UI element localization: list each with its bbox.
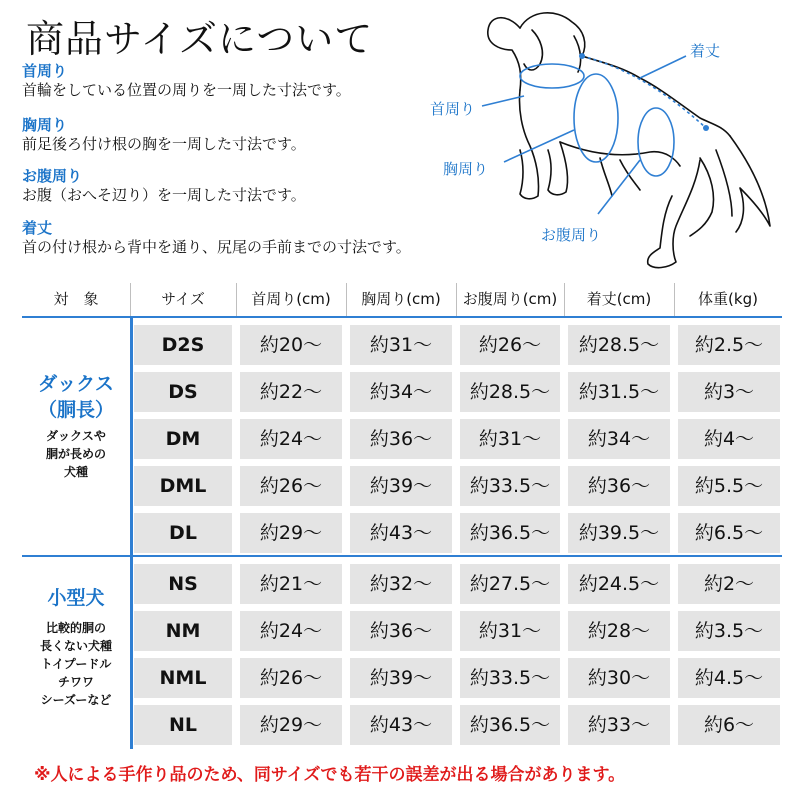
desc-chest-body: 前足後ろ付け根の胸を一周した寸法です。 (22, 135, 306, 153)
header-weight: 体重(kg) (698, 290, 758, 308)
cell-chest: 約39〜 (350, 658, 452, 698)
cell-neck: 約22〜 (240, 372, 342, 412)
group-dachshund-desc-2: 胴が長めの (45, 447, 106, 461)
cell-belly: 約28.5〜 (460, 372, 560, 412)
header-length: 着丈(cm) (586, 290, 652, 308)
cell-weight: 約2.5〜 (678, 325, 780, 365)
cell-weight: 約5.5〜 (678, 466, 780, 506)
desc-belly-body: お腹（おへそ辺り）を一周した寸法です。 (22, 186, 306, 204)
desc-neck-head: 首周り (22, 62, 68, 80)
diagram-label-neck: 首周り (430, 100, 476, 118)
cell-weight: 約2〜 (678, 564, 780, 604)
desc-neck (22, 62, 462, 100)
group-dachshund-name2: （胴長） (37, 399, 114, 421)
group-dachshund-name: ダックス (38, 373, 114, 395)
cell-chest: 約31〜 (350, 325, 452, 365)
cell-chest: 約36〜 (350, 611, 452, 651)
cell-belly: 約33.5〜 (460, 658, 560, 698)
cell-size: NS (134, 564, 232, 604)
cell-length: 約30〜 (568, 658, 670, 698)
page-title: 商品サイズについて (26, 17, 374, 61)
handmade-note: ※人による手作り品のため、同サイズでも若干の誤差が出る場合があります。 (34, 765, 626, 785)
group-dachshund-desc-1: ダックスや (46, 429, 106, 443)
group-small-dog-desc-5: シーズーなど (40, 693, 112, 707)
header-neck: 首周り(cm) (251, 290, 331, 308)
diagram-label-chest: 胸周り (443, 160, 489, 178)
cell-size: NM (134, 611, 232, 651)
cell-weight: 約4.5〜 (678, 658, 780, 698)
cell-weight: 約6.5〜 (678, 513, 780, 553)
group-small-dog-desc-1: 比較的胴の (45, 621, 106, 635)
cell-neck: 約24〜 (240, 419, 342, 459)
diagram-label-length: 着丈 (690, 42, 721, 60)
cell-length: 約24.5〜 (568, 564, 670, 604)
group-small-dog-desc-3: トイプードル (40, 657, 112, 671)
cell-length: 約31.5〜 (568, 372, 670, 412)
cell-length: 約36〜 (568, 466, 670, 506)
cell-weight: 約3〜 (678, 372, 780, 412)
cell-neck: 約21〜 (240, 564, 342, 604)
group-small-dog (22, 585, 130, 709)
cell-length: 約28〜 (568, 611, 670, 651)
cell-neck: 約26〜 (240, 466, 342, 506)
desc-belly-head: お腹周り (22, 167, 83, 185)
cell-neck: 約29〜 (240, 513, 342, 553)
cell-weight: 約3.5〜 (678, 611, 780, 651)
cell-length: 約34〜 (568, 419, 670, 459)
diagram-label-belly: お腹周り (541, 226, 602, 244)
header-chest: 胸周り(cm) (361, 290, 441, 308)
desc-length (22, 219, 462, 257)
cell-weight: 約6〜 (678, 705, 780, 745)
cell-chest: 約39〜 (350, 466, 452, 506)
cell-length: 約28.5〜 (568, 325, 670, 365)
cell-belly: 約33.5〜 (460, 466, 560, 506)
header-size: サイズ (161, 290, 205, 308)
cell-chest: 約43〜 (350, 513, 452, 553)
cell-neck: 約20〜 (240, 325, 342, 365)
cell-size: DML (134, 466, 232, 506)
cell-neck: 約24〜 (240, 611, 342, 651)
cell-chest: 約32〜 (350, 564, 452, 604)
cell-size: DL (134, 513, 232, 553)
desc-chest (22, 116, 462, 154)
group-small-dog-name: 小型犬 (47, 587, 105, 609)
desc-chest-head: 胸周り (22, 116, 68, 134)
desc-length-body: 首の付け根から背中を通り、尻尾の手前までの寸法です。 (22, 238, 411, 256)
group-dachshund (22, 371, 130, 481)
cell-length: 約33〜 (568, 705, 670, 745)
cell-neck: 約29〜 (240, 705, 342, 745)
desc-length-head: 着丈 (22, 219, 53, 237)
cell-belly: 約36.5〜 (460, 705, 560, 745)
cell-size: D2S (134, 325, 232, 365)
group-small-dog-desc-2: 長くない犬種 (39, 639, 112, 653)
cell-neck: 約26〜 (240, 658, 342, 698)
cell-belly: 約36.5〜 (460, 513, 560, 553)
desc-belly (22, 167, 462, 205)
cell-chest: 約34〜 (350, 372, 452, 412)
cell-size: NML (134, 658, 232, 698)
cell-size: DS (134, 372, 232, 412)
cell-belly: 約27.5〜 (460, 564, 560, 604)
group-small-dog-desc-4: チワワ (57, 675, 94, 689)
cell-size: NL (134, 705, 232, 745)
dog-illustration (410, 0, 800, 285)
cell-size: DM (134, 419, 232, 459)
cell-belly: 約31〜 (460, 611, 560, 651)
group-dachshund-desc-3: 犬種 (63, 465, 88, 479)
header-target: 対 象 (53, 290, 99, 308)
header-belly: お腹周り(cm) (462, 290, 558, 308)
cell-belly: 約26〜 (460, 325, 560, 365)
cell-chest: 約43〜 (350, 705, 452, 745)
cell-chest: 約36〜 (350, 419, 452, 459)
cell-length: 約39.5〜 (568, 513, 670, 553)
desc-neck-body: 首輪をしている位置の周りを一周した寸法です。 (22, 81, 351, 99)
cell-weight: 約4〜 (678, 419, 780, 459)
cell-belly: 約31〜 (460, 419, 560, 459)
